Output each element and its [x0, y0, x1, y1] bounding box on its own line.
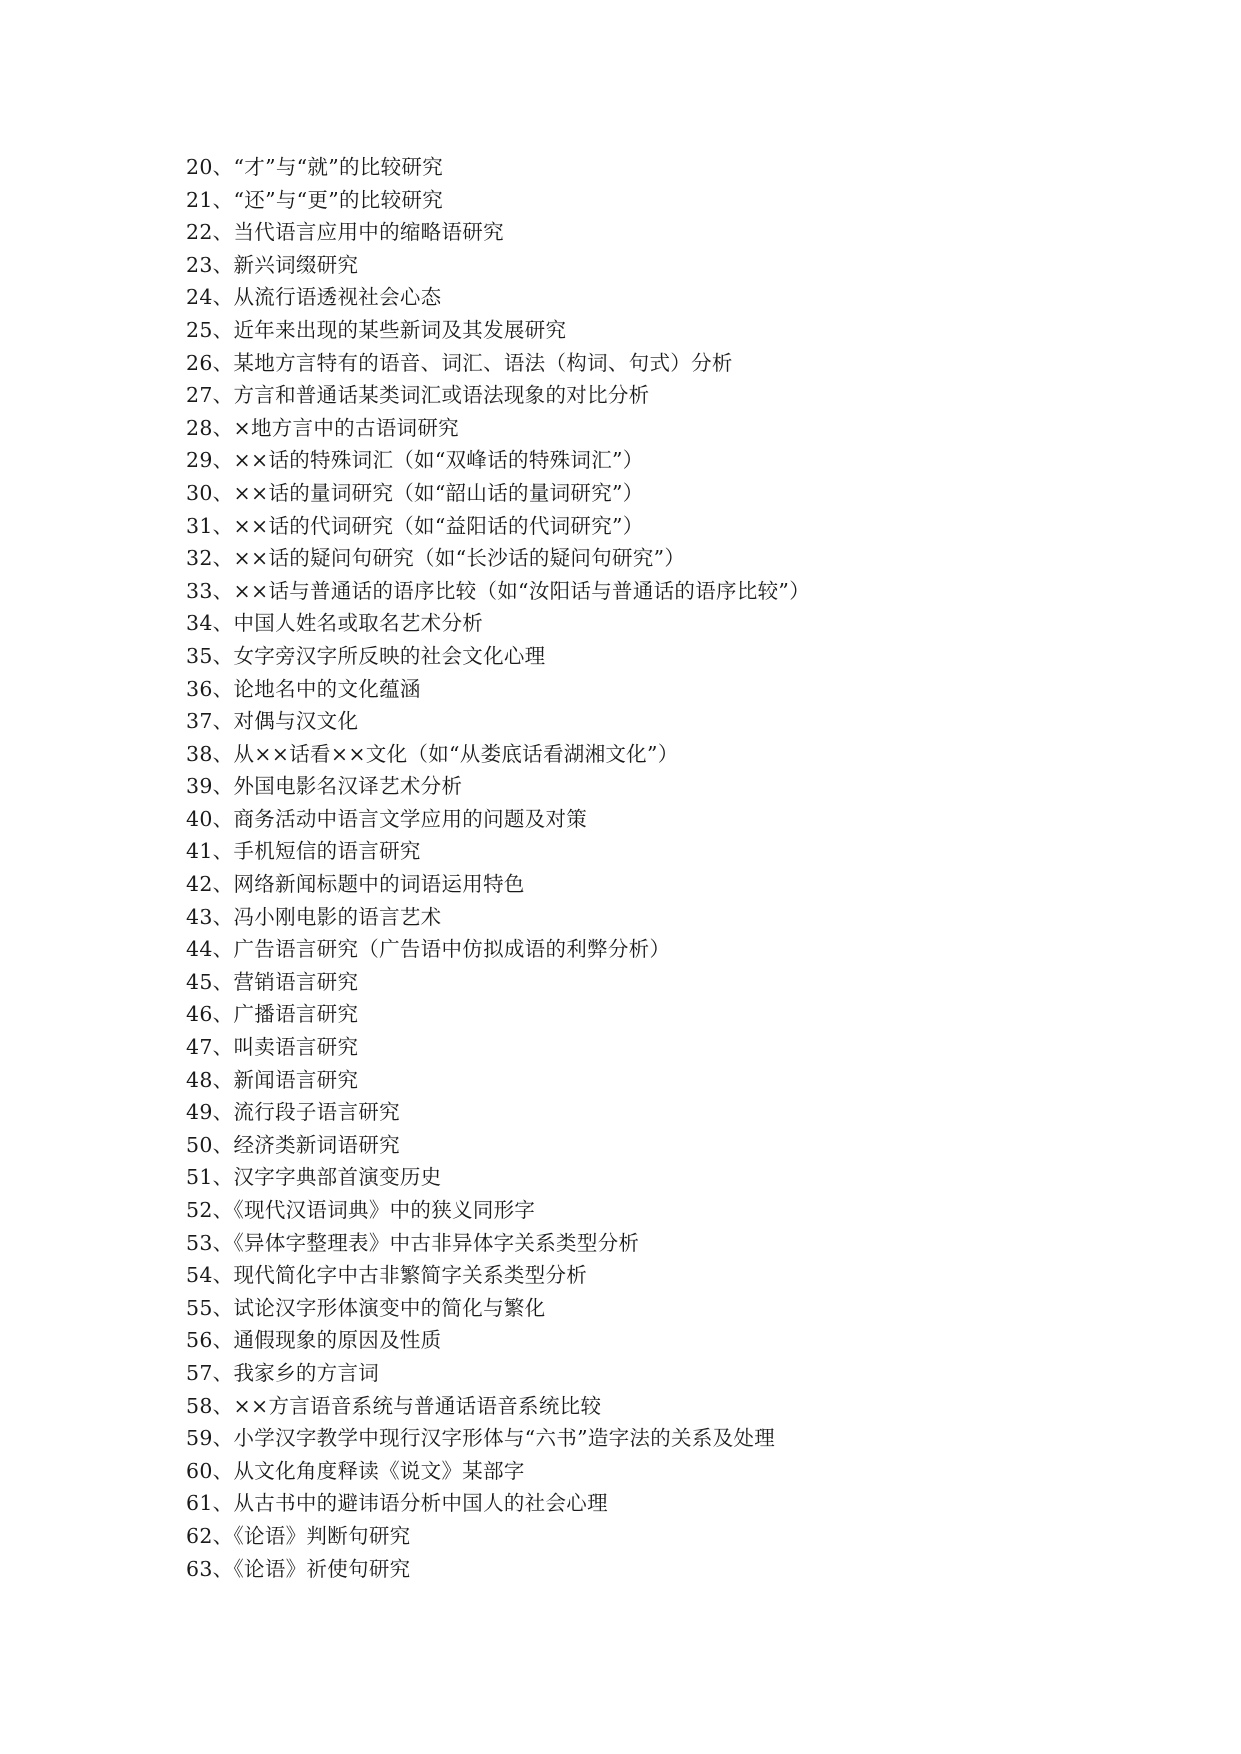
list-item: 42、网络新闻标题中的词语运用特色 [186, 872, 525, 897]
list-item: 58、××方言语音系统与普通话语音系统比较 [186, 1393, 602, 1418]
list-item: 34、中国人姓名或取名艺术分析 [186, 611, 484, 636]
list-item: 50、经济类新词语研究 [186, 1132, 400, 1157]
list-item: 36、论地名中的文化蕴涵 [186, 676, 421, 701]
list-item: 45、营销语言研究 [186, 969, 359, 994]
list-item: 43、冯小刚电影的语言艺术 [186, 904, 442, 929]
list-item: 35、女字旁汉字所反映的社会文化心理 [186, 643, 546, 668]
list-item: 28、×地方言中的古语词研究 [186, 415, 459, 440]
topic-list [186, 151, 1186, 1585]
list-item: 44、广告语言研究（广告语中仿拟成语的利弊分析） [186, 937, 671, 962]
list-item: 31、××话的代词研究（如“益阳话的代词研究”） [186, 513, 644, 538]
list-item: 53、《异体字整理表》中古非异体字关系类型分析 [186, 1230, 640, 1255]
list-item: 56、通假现象的原因及性质 [186, 1328, 442, 1353]
list-item: 49、流行段子语言研究 [186, 1100, 400, 1125]
list-item: 27、方言和普通话某类词汇或语法现象的对比分析 [186, 383, 650, 408]
list-item: 26、某地方言特有的语音、词汇、语法（构词、句式）分析 [186, 350, 733, 375]
list-item: 48、新闻语言研究 [186, 1067, 359, 1092]
list-item: 22、当代语言应用中的缩略语研究 [186, 220, 504, 245]
list-item: 33、××话与普通话的语序比较（如“汝阳话与普通话的语序比较”） [186, 578, 810, 603]
list-item: 38、从××话看××文化（如“从娄底话看湖湘文化”） [186, 741, 679, 766]
list-item: 20、“才”与“就”的比较研究 [186, 155, 444, 179]
list-item: 32、××话的疑问句研究（如“长沙话的疑问句研究”） [186, 546, 686, 571]
list-item: 21、“还”与“更”的比较研究 [186, 187, 444, 212]
list-item: 59、小学汉字教学中现行汉字形体与“六书”造字法的关系及处理 [186, 1426, 776, 1451]
list-item: 57、我家乡的方言词 [186, 1360, 380, 1385]
list-item: 24、从流行语透视社会心态 [186, 285, 442, 310]
list-item: 60、从文化角度释读《说文》某部字 [186, 1458, 525, 1483]
list-item: 63、《论语》祈使句研究 [186, 1556, 411, 1581]
list-item: 52、《现代汉语词典》中的狭义同形字 [186, 1198, 536, 1222]
list-item: 25、近年来出现的某些新词及其发展研究 [186, 317, 567, 342]
list-item: 23、新兴词缀研究 [186, 252, 359, 277]
list-item: 37、对偶与汉文化 [186, 709, 359, 734]
list-item: 30、××话的量词研究（如“韶山话的量词研究”） [186, 480, 644, 505]
list-item: 29、××话的特殊词汇（如“双峰话的特殊词汇”） [186, 448, 644, 473]
list-item: 54、现代简化字中古非繁简字关系类型分析 [186, 1263, 588, 1288]
list-item: 61、从古书中的避讳语分析中国人的社会心理 [186, 1491, 608, 1516]
list-item: 51、汉字字典部首演变历史 [186, 1165, 442, 1190]
list-item: 40、商务活动中语言文学应用的问题及对策 [186, 806, 588, 831]
list-item: 62、《论语》判断句研究 [186, 1523, 411, 1548]
list-item: 47、叫卖语言研究 [186, 1035, 359, 1060]
list-item: 55、试论汉字形体演变中的简化与繁化 [186, 1295, 546, 1320]
list-item: 46、广播语言研究 [186, 1002, 359, 1027]
list-item: 39、外国电影名汉译艺术分析 [186, 774, 463, 799]
list-item: 41、手机短信的语言研究 [186, 839, 421, 864]
